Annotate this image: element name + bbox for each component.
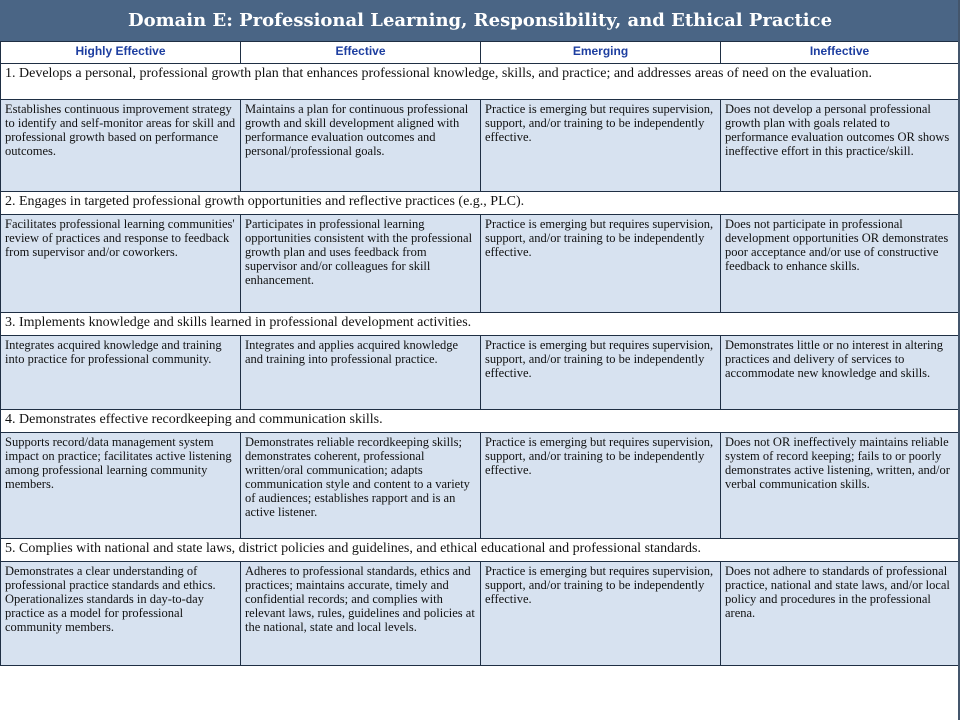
indicator-row — [1, 410, 959, 433]
descriptor-row — [1, 433, 959, 539]
indicator-text: 3. Implements knowledge and skills learned in professional development activities. — [1, 313, 959, 336]
indicator-text: 1. Develops a personal, professional growth plan that enhances professional knowledge, skills, and practice; and addresses areas of need on the evaluation. — [1, 64, 959, 100]
indicator-text: 2. Engages in targeted professional growth opportunities and reflective practices (e.g., PLC). — [1, 192, 959, 215]
level-header-row — [1, 42, 959, 64]
level-header-highly-effective: Highly Effective — [1, 42, 241, 64]
descriptor-highly-effective: Demonstrates a clear understanding of professional practice standards and ethics. Operationalizes standards in day-to-day practice as a model for professional community members. — [1, 562, 241, 666]
descriptor-row — [1, 336, 959, 410]
descriptor-ineffective: Does not participate in professional development opportunities OR demonstrates poor acceptance and/or use of constructive feedback to enhance skills. — [721, 215, 959, 313]
indicator-row — [1, 539, 959, 562]
descriptor-highly-effective: Establishes continuous improvement strategy to identify and self-monitor areas for skill and professional growth based on performance outcomes. — [1, 100, 241, 192]
descriptor-highly-effective: Supports record/data management system impact on practice; facilitates active listening among professional learning community members. — [1, 433, 241, 539]
descriptor-row — [1, 562, 959, 666]
rubric-table — [0, 41, 959, 666]
level-header-emerging: Emerging — [481, 42, 721, 64]
descriptor-effective: Adheres to professional standards, ethics and practices; maintains accurate, timely and confidential records; and complies with relevant laws, rules, guidelines and policies at the national, state and local levels. — [241, 562, 481, 666]
indicator-row — [1, 192, 959, 215]
indicator-text: 5. Complies with national and state laws, district policies and guidelines, and ethical educational and professional standards. — [1, 539, 959, 562]
indicator-row — [1, 313, 959, 336]
descriptor-ineffective: Does not develop a personal professional growth plan with goals related to performance evaluation outcomes OR shows ineffective effort in this practice/skill. — [721, 100, 959, 192]
level-header-ineffective: Ineffective — [721, 42, 959, 64]
descriptor-effective: Integrates and applies acquired knowledge and training into professional practice. — [241, 336, 481, 410]
level-header-effective: Effective — [241, 42, 481, 64]
descriptor-highly-effective: Integrates acquired knowledge and training into practice for professional community. — [1, 336, 241, 410]
descriptor-ineffective: Demonstrates little or no interest in altering practices and delivery of services to accommodate new knowledge and skills. — [721, 336, 959, 410]
page-title: Domain E: Professional Learning, Responsibility, and Ethical Practice — [0, 0, 960, 43]
indicator-text: 4. Demonstrates effective recordkeeping and communication skills. — [1, 410, 959, 433]
indicator-row — [1, 64, 959, 100]
descriptor-row — [1, 215, 959, 313]
descriptor-effective: Maintains a plan for continuous professional growth and skill development aligned with performance evaluation outcomes and personal/professional goals. — [241, 100, 481, 192]
descriptor-emerging: Practice is emerging but requires supervision, support, and/or training to be independently effective. — [481, 215, 721, 313]
descriptor-emerging: Practice is emerging but requires supervision, support, and/or training to be independently effective. — [481, 433, 721, 539]
descriptor-row — [1, 100, 959, 192]
descriptor-emerging: Practice is emerging but requires supervision, support, and/or training to be independently effective. — [481, 336, 721, 410]
descriptor-effective: Participates in professional learning opportunities consistent with the professional growth plan and uses feedback from supervisor and/or colleagues for skill enhancement. — [241, 215, 481, 313]
descriptor-effective: Demonstrates reliable recordkeeping skills; demonstrates coherent, professional written/oral communication; adapts communication style and content to a variety of audiences; establishes rapport and is an active listener. — [241, 433, 481, 539]
descriptor-emerging: Practice is emerging but requires supervision, support, and/or training to be independently effective. — [481, 562, 721, 666]
descriptor-ineffective: Does not OR ineffectively maintains reliable system of record keeping; fails to or poorly demonstrates active listening, written, and/or verbal communication skills. — [721, 433, 959, 539]
descriptor-ineffective: Does not adhere to standards of professional practice, national and state laws, and/or local policy and procedures in the professional arena. — [721, 562, 959, 666]
descriptor-emerging: Practice is emerging but requires supervision, support, and/or training to be independently effective. — [481, 100, 721, 192]
descriptor-highly-effective: Facilitates professional learning communities' review of practices and response to feedback from supervisor and/or coworkers. — [1, 215, 241, 313]
